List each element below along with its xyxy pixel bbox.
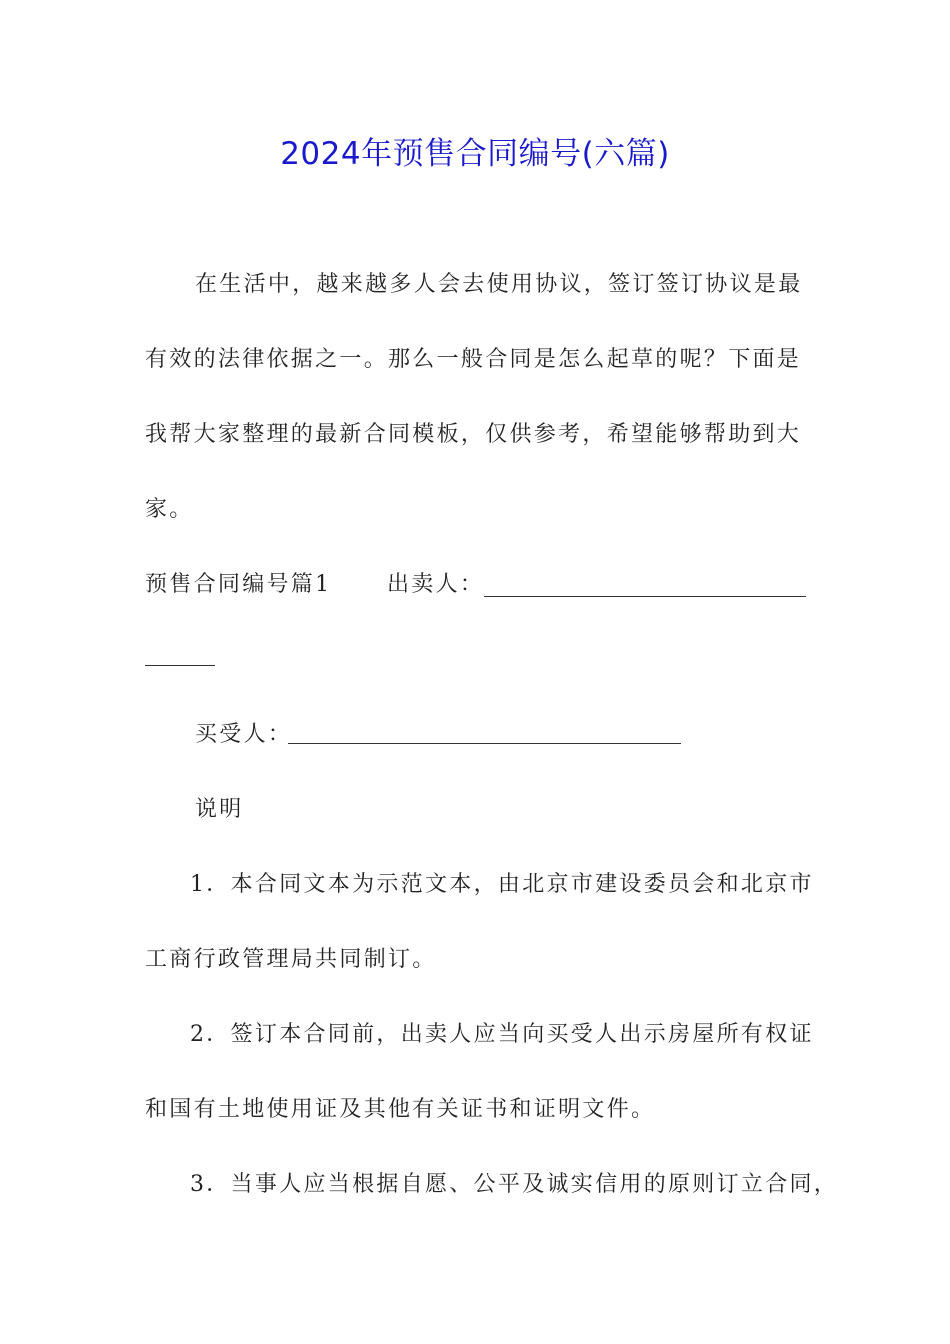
seller-label: 出卖人：	[387, 572, 485, 597]
intro-line-1: 在生活中，越来越多人会去使用协议，签订签订协议是最	[195, 272, 803, 297]
section-heading: 预售合同编号篇1	[145, 572, 332, 597]
document-title: 2024年预售合同编号(六篇)	[280, 136, 670, 172]
item3-line-1: 3．当事人应当根据自愿、公平及诚实信用的原则订立合同，	[190, 1172, 839, 1197]
item2-line-2: 和国有土地使用证及其他有关证书和证明文件。	[145, 1097, 656, 1122]
buyer-blank	[288, 743, 681, 744]
intro-line-2: 有效的法律依据之一。那么一般合同是怎么起草的呢？下面是	[145, 347, 802, 372]
explanation-label: 说明	[195, 797, 244, 822]
intro-line-4: 家。	[145, 497, 194, 522]
intro-line-3: 我帮大家整理的最新合同模板，仅供参考，希望能够帮助到大	[145, 422, 802, 447]
item1-line-2: 工商行政管理局共同制订。	[145, 947, 437, 972]
item1-line-1: 1．本合同文本为示范文本，由北京市建设委员会和北京市	[190, 872, 814, 897]
seller-blank	[484, 596, 806, 597]
item2-line-1: 2．签订本合同前，出卖人应当向买受人出示房屋所有权证	[190, 1022, 814, 1047]
buyer-label: 买受人：	[195, 722, 293, 747]
seller-blank-continued	[145, 665, 215, 666]
